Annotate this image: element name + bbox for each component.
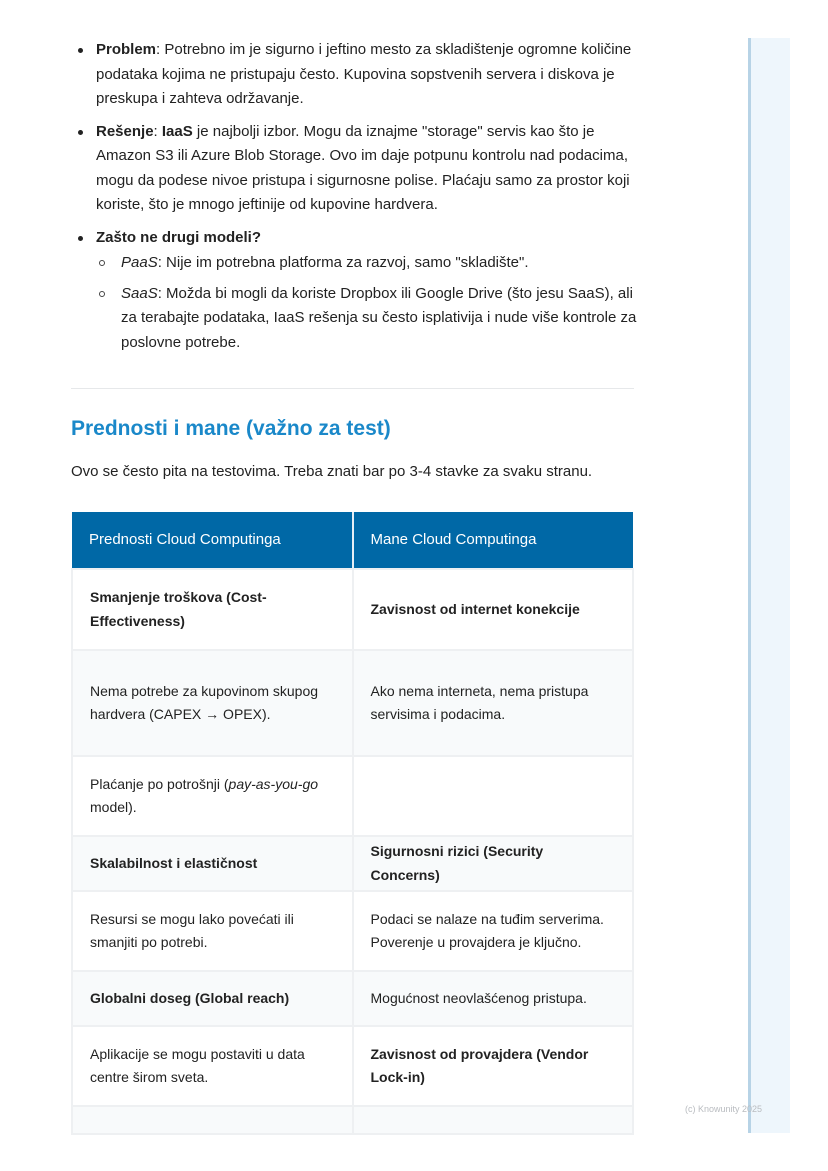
table-row xyxy=(72,836,633,891)
cell-pros xyxy=(72,836,353,891)
section-title: Prednosti i mane (važno za test) xyxy=(71,417,391,440)
cell-cons xyxy=(353,891,634,971)
item-text: je najbolji izbor. Mogu da iznajme "storage" servis kao što je Amazon S3 ili Azure Blob Storage. Ovo im daje potpunu kontrolu nad podacima, mogu da podese nivoe pristupa i sigurnosne polise. Plaćaju samo za prostor koji koriste, što je mnogo jeftinije od kupovine hardvera. xyxy=(96,122,630,213)
side-panel xyxy=(748,38,790,1133)
item-label: Zašto ne drugi modeli? xyxy=(96,228,262,246)
section-intro: Ovo se često pita na testovima. Treba znati bar po 3-4 stavke za svaku stranu. xyxy=(71,463,593,480)
item-text: : Nije im potrebna platforma za razvoj, samo "skladište". xyxy=(157,254,529,271)
table-row xyxy=(72,1026,633,1106)
header-cons: Mane Cloud Computinga xyxy=(353,512,634,569)
cell-text: Skalabilnost i elastičnost xyxy=(90,854,258,871)
cell-text: Aplikacije se mogu postaviti u data centre širom sveta. xyxy=(90,1045,305,1085)
cell-pros xyxy=(72,1106,353,1134)
copyright: (c) Knowunity 2025 xyxy=(685,1104,763,1114)
cell-cons xyxy=(353,650,634,756)
item-text: : Potrebno im je sigurno i jeftino mesto za skladištenje ogromne količine podataka kojima ne pristupaju često. Kupovina sopstvenih servera i diskova je preskupa i zahteva održavanje. xyxy=(96,41,632,107)
cell-text: Ako nema interneta, nema pristupa servisima i podacima. xyxy=(370,682,589,722)
cell-cons xyxy=(353,1026,634,1106)
cell-cons xyxy=(353,836,634,891)
item-label: Rešenje xyxy=(96,122,154,140)
cell-text: Zavisnost od provajdera (Vendor Lock-in) xyxy=(370,1045,589,1085)
cell-text: model). xyxy=(90,799,137,815)
pros-cons-table xyxy=(71,512,634,1135)
cell-text: Smanjenje troškova (Cost-Effectiveness) xyxy=(90,589,267,629)
item-label: SaaS xyxy=(121,284,158,302)
sub-item-paas xyxy=(96,251,641,276)
cell-cons xyxy=(353,569,634,650)
divider xyxy=(71,388,634,389)
list-item-zasto xyxy=(71,226,641,356)
table-row xyxy=(72,756,633,836)
item-text: : Možda bi mogli da koriste Dropbox ili Google Drive (što jesu SaaS), ali za terabajte podataka, IaaS rešenja su često isplativija i nude više kontrole za poslovne potrebe. xyxy=(121,284,637,351)
cell-text: Zavisnost od internet konekcije xyxy=(370,600,580,617)
list-item-problem xyxy=(71,38,641,112)
item-label: PaaS xyxy=(121,254,158,271)
cell-text: Resursi se mogu lako povećati ili smanjiti po potrebi. xyxy=(90,910,294,950)
cell-cons xyxy=(353,1106,634,1134)
item-sep: : xyxy=(153,122,162,140)
cell-pros xyxy=(72,971,353,1026)
cell-pros xyxy=(72,756,353,836)
header-pros: Prednosti Cloud Computinga xyxy=(72,512,353,569)
cell-pros xyxy=(72,569,353,650)
table-row xyxy=(72,569,633,650)
cell-pros xyxy=(72,1026,353,1106)
table-row xyxy=(72,891,633,971)
cell-pros xyxy=(72,650,353,756)
cell-text: Sigurnosni rizici (Security Concerns) xyxy=(370,843,544,883)
cell-pros xyxy=(72,891,353,971)
cell-cons xyxy=(353,756,634,836)
cell-text: Plaćanje po potrošnji ( xyxy=(90,775,229,792)
cell-text: Nema potrebe za kupovinom skupog hardvera (CAPEX → OPEX). xyxy=(90,682,319,722)
table-row xyxy=(72,971,633,1026)
list-item-resenje xyxy=(71,120,641,218)
bullet-section xyxy=(71,38,641,363)
bullet-list xyxy=(71,38,641,355)
cell-text: pay-as-you-go xyxy=(228,775,319,792)
item-bold: IaaS xyxy=(161,122,193,140)
cell-text: Globalni doseg (Global reach) xyxy=(90,989,290,1006)
sub-list xyxy=(96,251,641,355)
cell-text: Mogućnost neovlašćenog pristupa. xyxy=(370,989,587,1006)
table-row xyxy=(72,1106,633,1134)
item-label: Problem xyxy=(96,41,157,58)
table-header-row xyxy=(72,512,633,569)
table-row xyxy=(72,650,633,756)
cell-text: Podaci se nalaze na tuđim serverima. Poverenje u provajdera je ključno. xyxy=(370,910,604,950)
cell-cons xyxy=(353,971,634,1026)
sub-item-saas xyxy=(96,282,641,356)
